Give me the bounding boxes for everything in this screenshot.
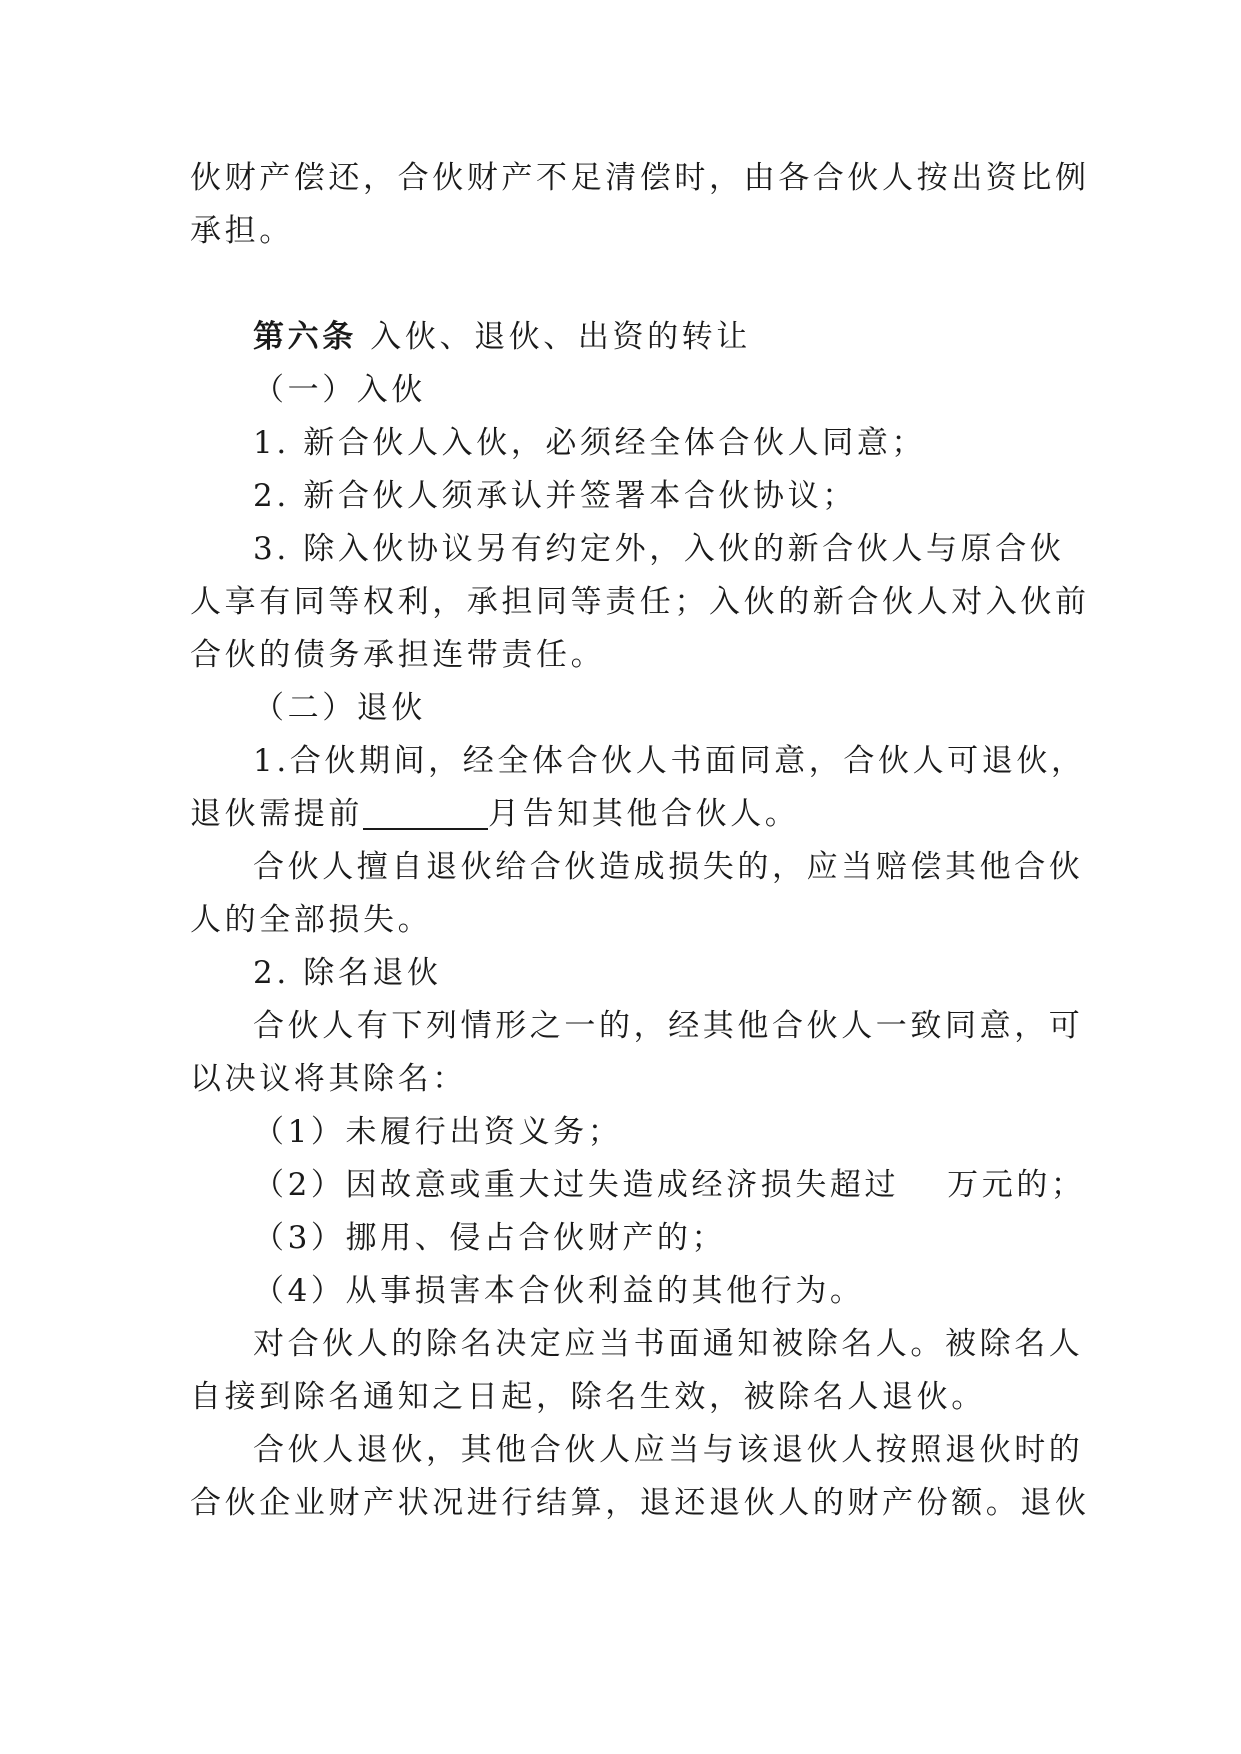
list-item: （4）从事损害本合伙利益的其他行为。	[253, 1273, 865, 1309]
paragraph-line: 合伙人退伙，其他合伙人应当与该退伙人按照退伙时的	[253, 1432, 1084, 1468]
paragraph-gap	[190, 258, 1050, 311]
list-item: 2. 除名退伙	[253, 955, 442, 991]
list-item: 1.合伙期间，经全体合伙人书面同意，合伙人可退伙，	[253, 743, 1086, 779]
paragraph-line: 伙财产偿还，合伙财产不足清偿时，由各合伙人按出资比例	[190, 160, 1090, 196]
fill-in-blank	[363, 792, 488, 830]
document-page	[190, 152, 1090, 1530]
section-heading-admission: （一）入伙	[253, 372, 426, 408]
text-segment: 退伙需提前	[190, 796, 363, 832]
section-heading-withdrawal: （二）退伙	[253, 690, 426, 726]
paragraph-line: 合伙企业财产状况进行结算，退还退伙人的财产份额。退伙	[190, 1485, 1090, 1521]
article-number: 第六条	[253, 319, 357, 355]
text-segment: 月告知其他合伙人。	[488, 796, 800, 832]
article-subject: 入伙、退伙、出资的转让	[370, 319, 751, 355]
paragraph-line: 以决议将其除名：	[190, 1061, 467, 1097]
paragraph-line: 承担。	[190, 213, 294, 249]
list-item: （3）挪用、侵占合伙财产的；	[253, 1220, 727, 1256]
list-item: 1. 新合伙人入伙，必须经全体合伙人同意；	[253, 425, 927, 461]
list-item: （1）未履行出资义务；	[253, 1114, 623, 1150]
paragraph-line: 自接到除名通知之日起，除名生效，被除名人退伙。	[190, 1379, 986, 1415]
paragraph-line: 合伙人有下列情形之一的，经其他合伙人一致同意，可	[253, 1008, 1084, 1044]
list-item: 2. 新合伙人须承认并签署本合伙协议；	[253, 478, 857, 514]
paragraph-line: 人享有同等权利，承担同等责任；入伙的新合伙人对入伙前	[190, 584, 1090, 620]
text-segment: （2）因故意或重大过失造成经济损失超过	[253, 1167, 900, 1203]
text-segment: 万元的；	[947, 1167, 1086, 1203]
paragraph-line: 对合伙人的除名决定应当书面通知被除名人。被除名人	[253, 1326, 1084, 1362]
list-item: 3. 除入伙协议另有约定外，入伙的新合伙人与原合伙	[253, 531, 1065, 567]
paragraph-line: 合伙的债务承担连带责任。	[190, 637, 606, 673]
paragraph-line	[190, 788, 1050, 841]
list-item	[190, 1159, 1086, 1212]
paragraph-line: 合伙人擅自退伙给合伙造成损失的，应当赔偿其他合伙	[253, 849, 1084, 885]
paragraph-line: 人的全部损失。	[190, 902, 433, 938]
article-heading	[190, 311, 1050, 364]
